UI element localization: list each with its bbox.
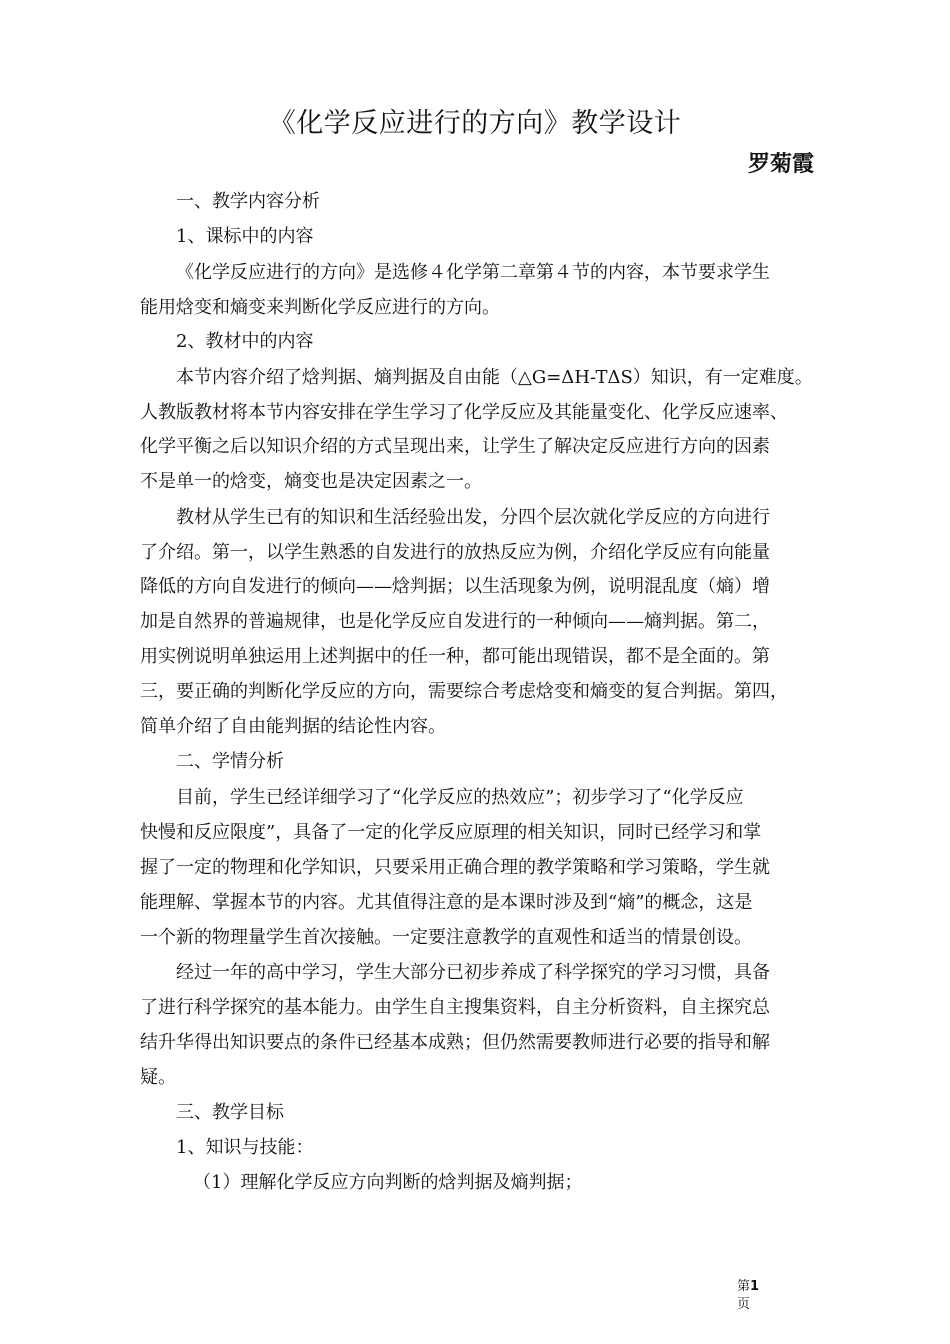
paragraph-line: 能理解、掌握本节的内容。尤其值得注意的是本课时涉及到“熵”的概念，这是	[140, 892, 753, 913]
subsection-heading: 2、教材中的内容	[176, 331, 314, 352]
paragraph-line: 了介绍。第一，以学生熟悉的自发进行的放热反应为例，介绍化学反应有向能量	[140, 542, 770, 563]
paragraph-line: 能用焓变和熵变来判断化学反应进行的方向。	[140, 297, 500, 318]
paragraph-line: 简单介绍了自由能判据的结论性内容。	[140, 716, 446, 737]
section-heading: 一、教学内容分析	[176, 191, 320, 212]
paragraph-line: 三，要正确的判断化学反应的方向，需要综合考虑焓变和熵变的复合判据。第四，	[140, 681, 788, 702]
subsection-heading: 1、课标中的内容	[176, 226, 314, 247]
paragraph-line: 疑。	[140, 1067, 176, 1088]
paragraph-line: 教材从学生已有的知识和生活经验出发，分四个层次就化学反应的方向进行	[176, 507, 770, 528]
paragraph-line: 经过一年的高中学习，学生大部分已初步养成了科学探究的学习习惯，具备	[176, 962, 770, 983]
section-heading: 二、学情分析	[176, 751, 284, 772]
paragraph-line: 加是自然界的普遍规律，也是化学反应自发进行的一种倾向——熵判据。第二，	[140, 611, 770, 632]
page-number-footer	[737, 1278, 759, 1314]
paragraph-line: 人教版教材将本节内容安排在学生学习了化学反应及其能量变化、化学反应速率、	[140, 402, 788, 423]
paragraph-line: 用实例说明单独运用上述判据中的任一种，都可能出现错误，都不是全面的。第	[140, 646, 770, 667]
paragraph-line: 握了一定的物理和化学知识，只要采用正确合理的教学策略和学习策略，学生就	[140, 857, 770, 878]
paragraph-line: 化学平衡之后以知识介绍的方式呈现出来，让学生了解决定反应进行方向的因素	[140, 436, 770, 457]
paragraph-line: 结升华得出知识要点的条件已经基本成熟；但仍然需要教师进行必要的指导和解	[140, 1032, 770, 1053]
paragraph-line: 本节内容介绍了焓判据、熵判据及自由能（△G=ΔH-TΔS）知识，有一定难度。	[176, 367, 813, 388]
paragraph-line: 目前，学生已经详细学习了“化学反应的热效应”；初步学习了“化学反应	[176, 787, 744, 808]
paragraph-line: 降低的方向自发进行的倾向——焓判据；以生活现象为例，说明混乱度（熵）增	[140, 576, 770, 597]
document-title: 《化学反应进行的方向》教学设计	[268, 108, 682, 139]
list-item: （1）理解化学反应方向判断的焓判据及熵判据；	[193, 1172, 583, 1193]
paragraph-line: 《化学反应进行的方向》是选修４化学第二章第４节的内容，本节要求学生	[176, 262, 770, 283]
page-number: 1	[750, 1279, 760, 1294]
author-name: 罗菊霞	[747, 152, 814, 177]
paragraph-line: 不是单一的焓变，熵变也是决定因素之一。	[140, 471, 482, 492]
paragraph-line: 快慢和反应限度”，具备了一定的化学反应原理的相关知识，同时已经学习和掌	[140, 822, 762, 843]
paragraph-line: 了进行科学探究的基本能力。由学生自主搜集资料，自主分析资料，自主探究总	[140, 997, 770, 1018]
page-suffix: 页	[737, 1297, 751, 1312]
paragraph-line: 一个新的物理量学生首次接触。一定要注意教学的直观性和适当的情景创设。	[140, 927, 752, 948]
subsection-heading: 1、知识与技能：	[176, 1137, 314, 1158]
section-heading: 三、教学目标	[176, 1102, 284, 1123]
page-prefix: 第	[737, 1279, 751, 1294]
